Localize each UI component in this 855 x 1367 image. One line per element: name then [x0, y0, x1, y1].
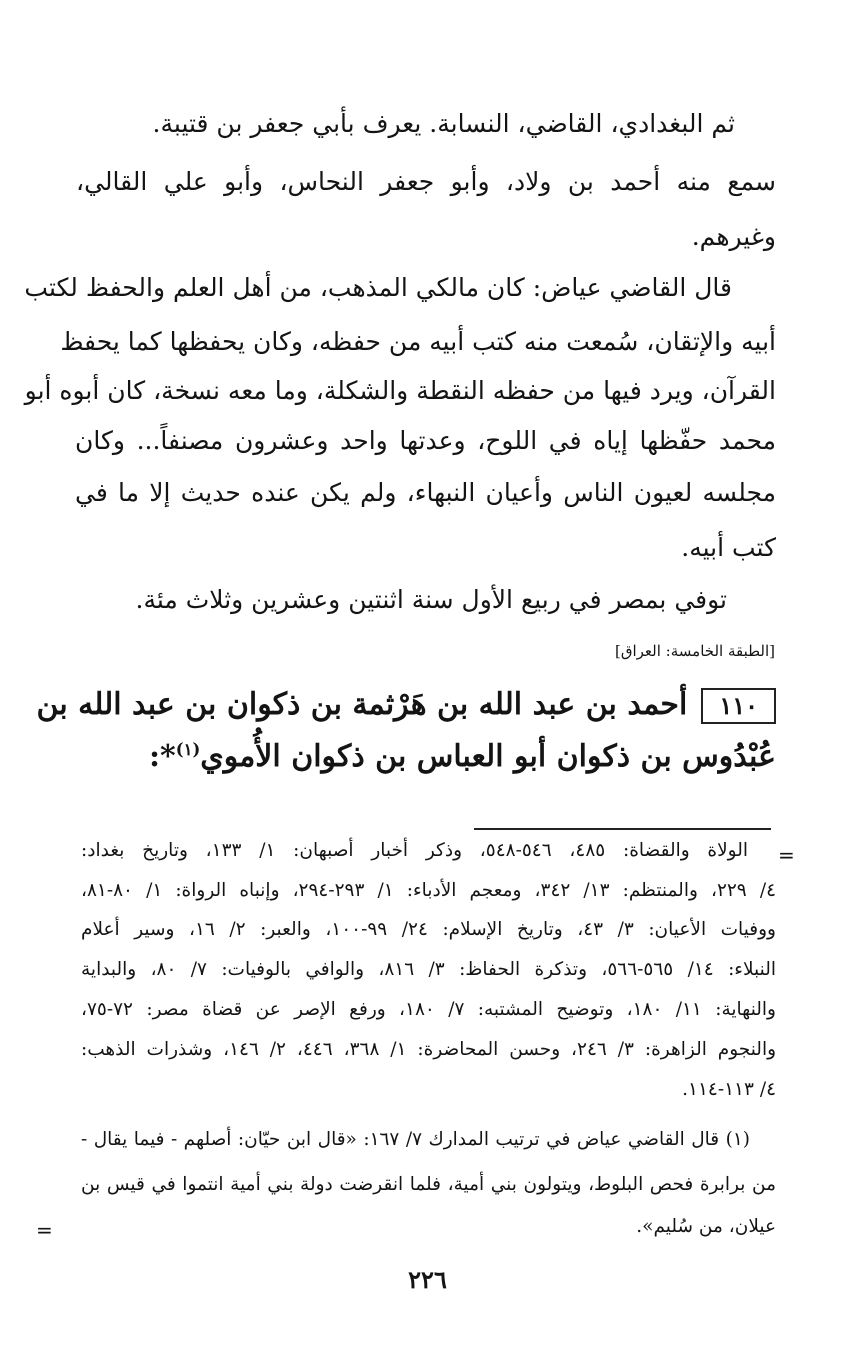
entry-heading-line-1 — [36, 687, 776, 724]
body-line-7: محمد حفّظها إياه في اللوح، وعدتها واحد وعشرون مصنفاً... وكان — [75, 426, 776, 455]
continuation-mark-top: = — [778, 843, 795, 867]
entry-number: ١١٠ — [701, 688, 776, 724]
footnote-1-line-3: عيلان، من سُليم». — [636, 1216, 776, 1237]
body-line-8: مجلسه لعيون الناس وأعيان النبهاء، ولم يكن عنده حديث إلا ما في — [75, 478, 776, 507]
footnote-1-line-2: من برابرة فحص البلوط، ويتولون بني أمية، فلما انقرضت دولة بني أمية انتموا في قيس بن — [81, 1174, 776, 1195]
continuation-mark-bottom: = — [36, 1218, 53, 1242]
sources-line-6: والنجوم الزاهرة: ٣/ ٢٤٦، وحسن المحاضرة: ١/ ٣٦٨، ٤٤٦، ٢/ ١٤٦، وشذرات الذهب: — [81, 1039, 777, 1060]
entry-name-line-1: أحمد بن عبد الله بن هَرْثمة بن ذكوان بن عبد الله بن — [36, 687, 688, 722]
footnote-ref: (١) — [175, 740, 201, 759]
sources-line-7: ٤/ ١١٣-١١٤. — [682, 1079, 776, 1100]
body-line-10: توفي بمصر في ربيع الأول سنة اثنتين وعشرين وثلاث مئة. — [135, 585, 727, 614]
sources-line-5: والنهاية: ١١/ ١٨٠، وتوضيح المشتبه: ٧/ ١٨٠، ورفع الإصر عن قضاة مصر: ٧٢-٧٥، — [81, 999, 776, 1020]
sources-line-3: ووفيات الأعيان: ٣/ ٤٣، وتاريخ الإسلام: ٢٤/ ٩٩-١٠٠، والعبر: ٢/ ١٦، وسير أعلام — [81, 919, 776, 940]
entry-name-line-2: عُبْدُوس بن ذكوان أبو العباس بن ذكوان الأُموي — [200, 739, 776, 774]
sources-line-1: الولاة والقضاة: ٤٨٥، ٥٤٦-٥٤٨، وذكر أخبار أصبهان: ١/ ١٣٣، وتاريخ بغداد: — [81, 840, 748, 861]
body-line-6: القرآن، ويرد فيها من حفظه النقطة والشكلة، وما معه نسخة، كان أبوه أبو — [24, 376, 776, 405]
body-line-2: سمع منه أحمد بن ولاد، وأبو جعفر النحاس، وأبو علي القالي، — [76, 167, 776, 196]
entry-name-end: *: — [148, 739, 176, 774]
page-number: ٢٢٦ — [408, 1265, 447, 1294]
footnote-1-line-1: (١) قال القاضي عياض في ترتيب المدارك ٧/ ١٦٧: «قال ابن حيّان: أصلهم - فيما يقال - — [81, 1129, 750, 1150]
sources-line-2: ٤/ ٢٢٩، والمنتظم: ١٣/ ٣٤٢، ومعجم الأدباء: ١/ ٢٩٣-٢٩٤، وإنباه الرواة: ١/ ٨٠-٨١، — [81, 880, 776, 901]
body-line-5: أبيه والإتقان، سُمعت منه كتب أبيه من حفظه، وكان يحفظها كما يحفظ — [60, 327, 776, 356]
body-line-4: قال القاضي عياض: كان مالكي المذهب، من أهل العلم والحفظ لكتب — [24, 273, 732, 302]
body-line-3: وغيرهم. — [691, 222, 776, 251]
entry-heading-line-2 — [148, 739, 776, 774]
body-line-9: كتب أبيه. — [681, 533, 776, 562]
class-label: [الطبقة الخامسة: العراق] — [615, 642, 775, 660]
footnote-separator — [474, 828, 771, 830]
body-line-1: ثم البغدادي، القاضي، النسابة. يعرف بأبي جعفر بن قتيبة. — [152, 109, 735, 138]
sources-line-4: النبلاء: ١٤/ ٥٦٥-٥٦٦، وتذكرة الحفاظ: ٣/ ٨١٦، والوافي بالوفيات: ٧/ ٨٠، والبداية — [81, 959, 776, 980]
